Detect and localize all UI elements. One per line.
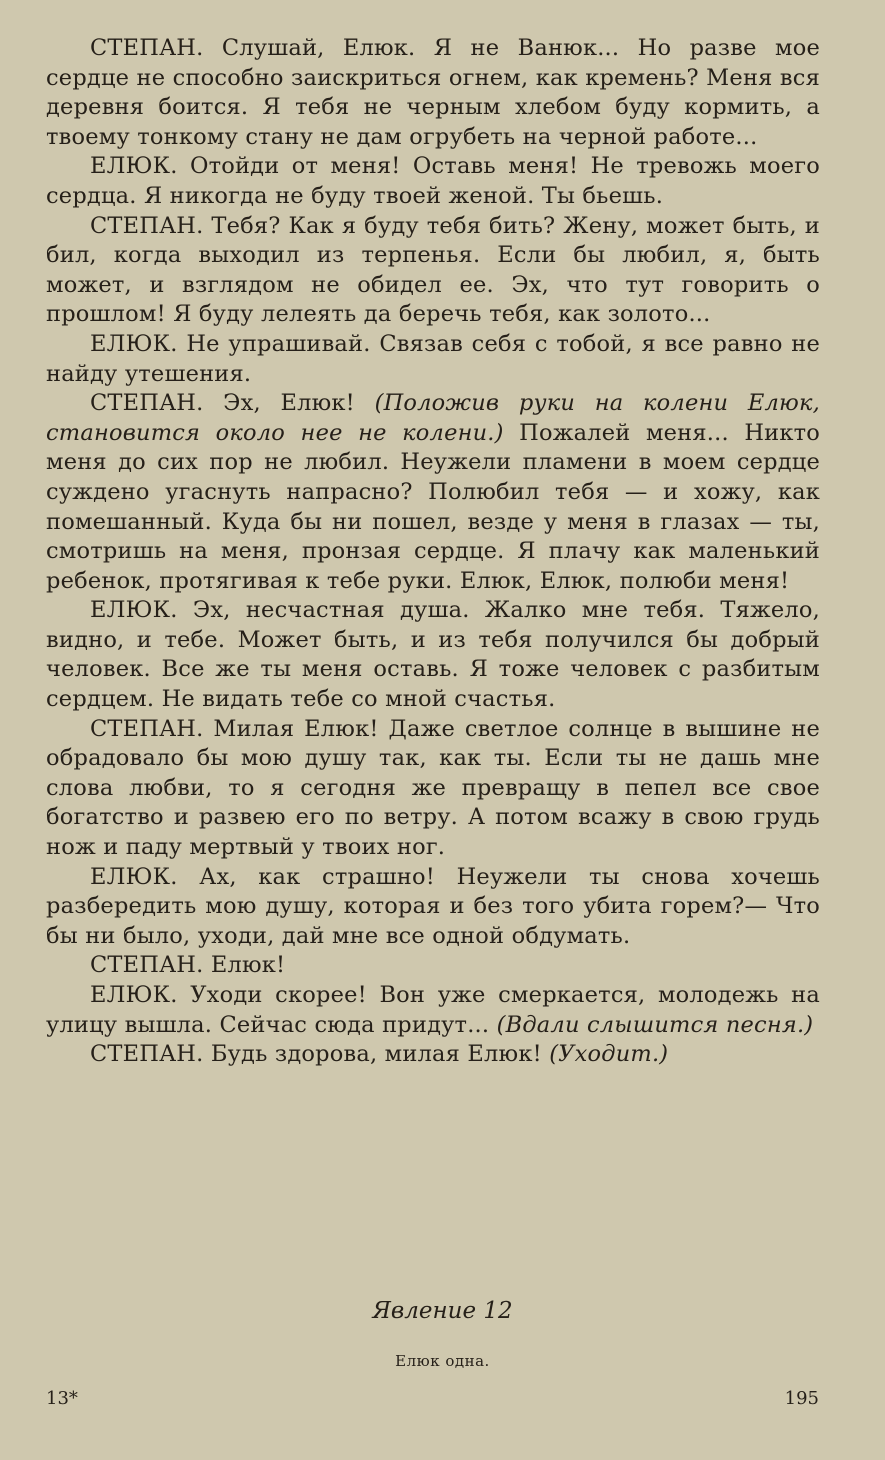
speaker-name: ЕЛЮК. bbox=[90, 330, 178, 357]
paragraph bbox=[46, 863, 820, 952]
page-number: 195 bbox=[784, 1388, 819, 1409]
speaker-name: ЕЛЮК. bbox=[90, 982, 178, 1008]
play-text bbox=[46, 34, 820, 1070]
paragraph bbox=[46, 330, 820, 389]
speaker-name: СТЕПАН. bbox=[90, 35, 204, 61]
stage-direction: (Вдали слышится песня.) bbox=[496, 1011, 814, 1038]
speech: Уходи скорее! Вон уже смеркается, молодежь на улицу вышла. Сейчас сюда придут... bbox=[46, 982, 820, 1038]
speech: Отойди от меня! Оставь меня! Не тревожь моего сердца. Я никогда не буду твоей женой. Ты бьешь. bbox=[46, 153, 820, 209]
paragraph bbox=[46, 389, 820, 596]
speech: Будь здорова, милая Елюк! bbox=[203, 1041, 550, 1068]
speech: Ах, как страшно! Неужели ты снова хочешь разбередить мою душу, которая и без того убита горем?— Что бы ни было, уходи, дай мне все одной обдумать. bbox=[46, 863, 820, 949]
paragraph bbox=[46, 152, 820, 211]
speaker-name: СТЕПАН. bbox=[90, 952, 204, 979]
paragraph bbox=[46, 1040, 820, 1070]
speaker-name: ЕЛЮК. bbox=[90, 863, 178, 890]
speaker-name: ЕЛЮК. bbox=[90, 597, 178, 624]
speech: Эх, несчастная душа. Жалко мне тебя. Тяжело, видно, и тебе. Может быть, и из тебя получился бы добрый человек. Все же ты меня оставь. Я тоже человек с разбитым сердцем. Не видать тебе со мной счастья. bbox=[46, 597, 820, 713]
scene-note: Елюк одна. bbox=[395, 1352, 490, 1370]
signature-mark: 13* bbox=[46, 1388, 78, 1409]
speech: Елюк! bbox=[203, 952, 286, 979]
stage-direction: (Положив руки на колени Елюк, становится около нее не колени.) bbox=[46, 390, 820, 446]
paragraph bbox=[46, 596, 820, 714]
paragraph bbox=[46, 951, 820, 981]
speech: Милая Елюк! Даже светлое солнце в вышине не обрадовало бы мою душу так, как ты. Если ты не дашь мне слова любви, то я сегодня же превращу в пепел все свое богатство и развею его по ветру. А потом всажу в свою грудь нож и паду мертвый у твоих ног. bbox=[46, 715, 820, 861]
paragraph bbox=[46, 34, 820, 152]
speaker-name: СТЕПАН. bbox=[90, 212, 204, 239]
scene-heading: Явление 12 bbox=[372, 1298, 513, 1324]
speaker-name: СТЕПАН. bbox=[90, 390, 204, 417]
paragraph bbox=[46, 715, 820, 863]
speaker-name: ЕЛЮК. bbox=[90, 153, 178, 180]
paragraph bbox=[46, 212, 820, 330]
paragraph bbox=[46, 981, 820, 1040]
speech: Не упрашивай. Связав себя с тобой, я все равно не найду утешения. bbox=[46, 330, 820, 387]
speech: Эх, Елюк! bbox=[203, 390, 375, 417]
stage-direction: (Уходит.) bbox=[549, 1041, 669, 1068]
speaker-name: СТЕПАН. bbox=[90, 715, 204, 742]
speech: Слушай, Елюк. Я не Ванюк... Но разве мое сердце не способно заискриться огнем, как кремень? Меня вся деревня боится. Я тебя не черным хлебом буду кормить, а твоему тонкому стану не дам огрубеть на черной работе... bbox=[46, 35, 820, 150]
speech: Пожалей меня... Никто меня до сих пор не любил. Неужели пламени в моем сердце суждено угаснуть напрасно? Полюбил тебя — и хожу, как помешанный. Куда бы ни пошел, везде у меня в глазах — ты, смотришь на меня, пронзая сердце. Я плачу как маленький ребенок, протягивая к тебе руки. Елюк, Елюк, полюби меня! bbox=[46, 419, 820, 594]
speech: Тебя? Как я буду тебя бить? Жену, может быть, и бил, когда выходил из терпенья. Если бы любил, я, быть может, и взглядом не обидел ее. Эх, что тут говорить о прошлом! Я буду лелеять да беречь тебя, как золото... bbox=[46, 212, 820, 328]
speaker-name: СТЕПАН. bbox=[90, 1041, 204, 1068]
